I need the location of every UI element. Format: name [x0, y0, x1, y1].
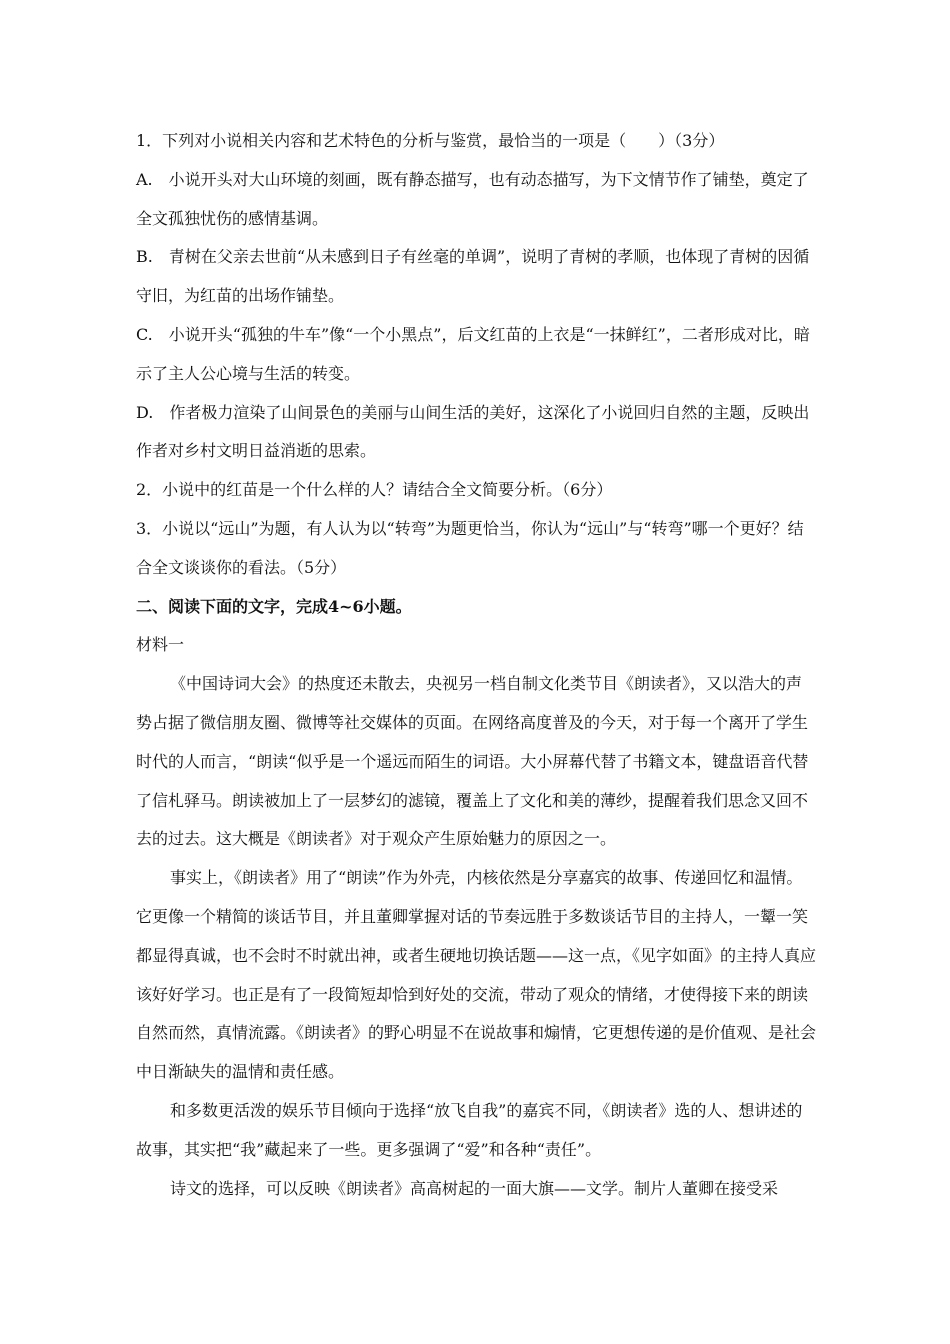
question-3: 3．小说以“远山”为题，有人认为以“转弯”为题更恰当，你认为“远山”与“转弯”哪一个更好？结合全文谈谈你的看法。（5分）: [136, 518, 804, 577]
material-label: 材料一: [136, 635, 185, 655]
option-b: B. 青树在父亲去世前“从未感到日子有丝毫的单调”，说明了青树的孝顺，也体现了青树的因循守旧，为红苗的出场作铺垫。: [136, 247, 810, 306]
paragraph-2: 事实上，《朗读者》用了“朗读”作为外壳，内核依然是分享嘉宾的故事、传递回忆和温情。它更像一个精简的谈话节目，并且董卿掌握对话的节奏远胜于多数谈话节目的主持人，一颦一笑都显得真诚，也不会时不时就出神，或者生硬地切换话题——这一点，《见字如面》的主持人真应该好好学习。也正是有了一段简短却恰到好处的交流，带动了观众的情绪，才使得接下来的朗读自然而然，真情流露。《朗读者》的野心明显不在说故事和煽情，它更想传递的是价值观、是社会中日渐缺失的温情和责任感。: [136, 868, 817, 1082]
option-d: D. 作者极力渲染了山间景色的美丽与山间生活的美好，这深化了小说回归自然的主题，反映出作者对乡村文明日益消逝的思索。: [136, 402, 810, 461]
document-body: [136, 122, 816, 1208]
paragraph-3: 和多数更活泼的娱乐节目倾向于选择“放飞自我”的嘉宾不同，《朗读者》选的人、想讲述的故事，其实把“我”藏起来了一些。更多强调了“爱”和各种“责任”。: [136, 1100, 803, 1159]
paragraph-4: 诗文的选择，可以反映《朗读者》高高树起的一面大旗——文学。制片人董卿在接受采: [170, 1178, 779, 1198]
question-2: 2．小说中的红苗是一个什么样的人？请结合全文简要分析。（6分）: [136, 480, 613, 500]
option-a: A. 小说开头对大山环境的刻画，既有静态描写，也有动态描写，为下文情节作了铺垫，奠定了全文孤独忧伤的感情基调。: [136, 169, 809, 228]
section-heading: 二、阅读下面的文字，完成4~6小题。: [136, 596, 412, 616]
option-c: C. 小说开头“孤独的牛车”像“一个小黑点”，后文红苗的上衣是“一抹鲜红”，二者形成对比，暗示了主人公心境与生活的转变。: [136, 324, 810, 383]
question-1: 1．下列对小说相关内容和艺术特色的分析与鉴赏，最恰当的一项是（ ）（3分）: [136, 131, 725, 150]
paragraph-1: 《中国诗词大会》的热度还未散去，央视另一档自制文化类节目《朗读者》，又以浩大的声势占据了微信朋友圈、微博等社交媒体的页面。在网络高度普及的今天，对于每一个离开了学生时代的人而言，“朗读“似乎是一个遥远而陌生的词语。大小屏幕代替了书籍文本，键盘语音代替了信札驿马。朗读被加上了一层梦幻的滤镜，覆盖上了文化和美的薄纱，提醒着我们思念又回不去的过去。这大概是《朗读者》对于观众产生原始魅力的原因之一。: [136, 674, 809, 849]
